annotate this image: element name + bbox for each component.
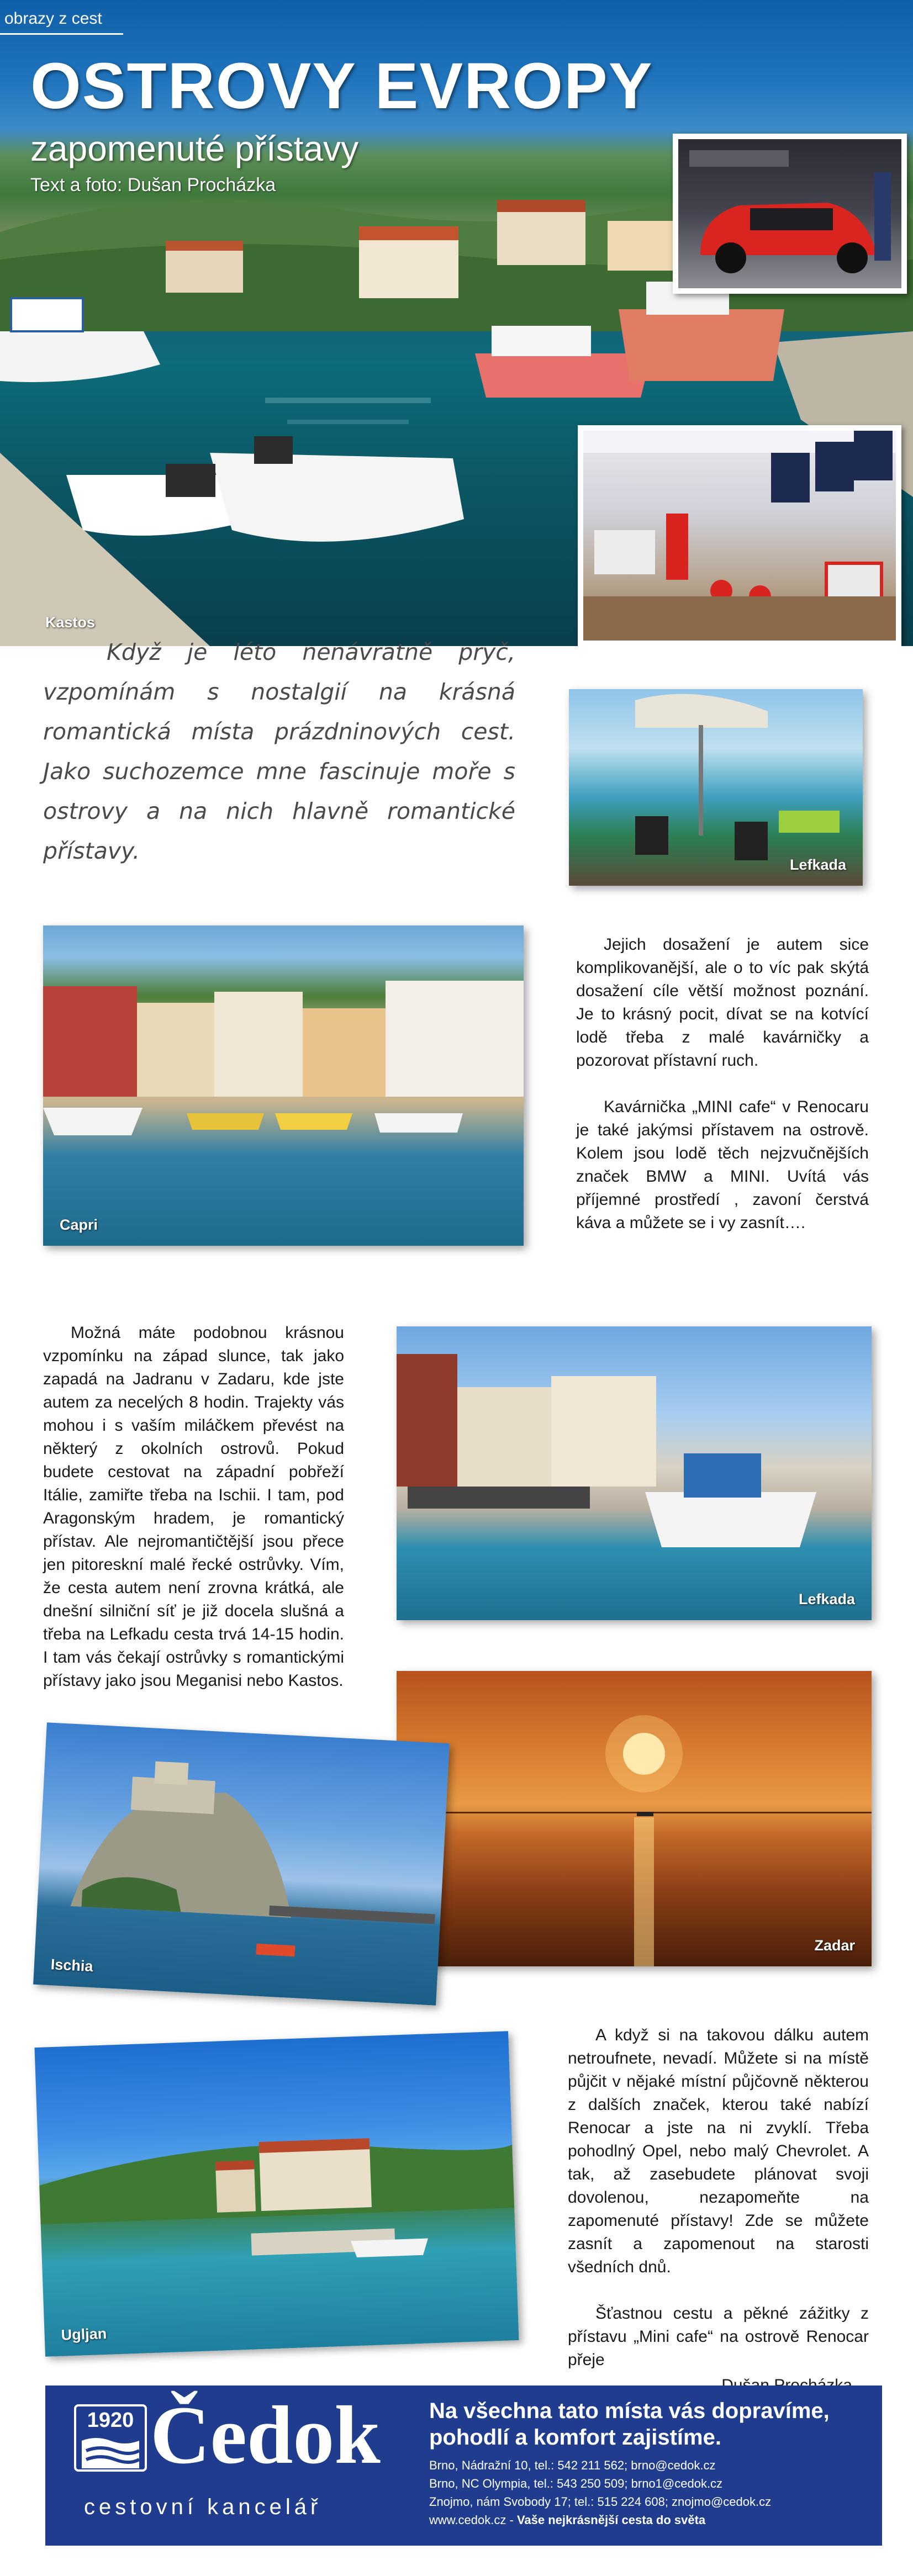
ugljan-village-illustration (34, 2031, 519, 2357)
contact-brno: Brno, Nádražní 10, tel.: 542 211 562; brno@cedok.cz (429, 2458, 716, 2472)
caption-kastos: Kastos (45, 614, 96, 631)
wave-icon (82, 2435, 139, 2468)
lefkada-harbor-illustration (397, 1326, 872, 1620)
contact-brno-olympia: Brno, NC Olympia, tel.: 543 250 509; brno1@cedok.cz (429, 2477, 723, 2490)
caption-ugljan: Ugljan (61, 2325, 107, 2344)
caption-ischia: Ischia (50, 1956, 94, 1975)
photo-lefkada-cafe (569, 689, 863, 886)
caption-lefkada-1: Lefkada (789, 856, 846, 873)
slogan: Vaše nejkrásnější cesta do světa (516, 2513, 706, 2527)
cafe-interior-illustration (583, 431, 896, 641)
intro-paragraph: Když je léto nenávratně pryč, vzpomínám s nostalgií na krásná romantická místa prázdninových cest. Jako suchozemce mne fascinuje moře s ostrovy a na nich hlavně romantické přístavy. (43, 639, 515, 864)
article-column-2 (43, 1321, 344, 1716)
contact-znojmo: Znojmo, nám Svobody 17; tel.: 515 224 608; znojmo@cedok.cz (429, 2495, 772, 2509)
photo-capri (43, 925, 524, 1246)
cedok-advert (45, 2385, 882, 2546)
contact-list (429, 2456, 871, 2529)
logo-year: 1920 (87, 2409, 134, 2432)
section-tag: obrazy z cest (0, 8, 123, 35)
cedok-logo-emblem (74, 2404, 147, 2472)
advert-headline: Na všechna tato místa vás dopravíme, pohodlí a komfort zajistíme. (429, 2399, 830, 2450)
page-subtitle: zapomenuté přístavy (30, 129, 359, 168)
intro-text (43, 632, 515, 871)
hero-photo-kastos (0, 0, 913, 646)
photo-ischia (33, 1722, 450, 2006)
zadar-sunset-illustration (397, 1671, 872, 1966)
logo-tagline: cestovní kancelář (84, 2495, 322, 2519)
website-link[interactable]: www.cedok.cz - (429, 2513, 517, 2527)
paragraph-access: Jejich dosažení je autem sice komplikovanější, ale o to víc pak skýtá dosažení cíle větší možnost poznání. Je to krásný pocit, dívat se na kotvící lodě třeba z malé kavárničky a pozorovat přístavní ruch. (576, 935, 869, 1070)
photo-lefkada-harbor (397, 1326, 872, 1620)
article-column-1 (576, 933, 869, 1258)
page-title: OSTROVY EVROPY (30, 50, 653, 123)
logo-wordmark: Čedok (150, 2389, 381, 2481)
photo-mini-car (673, 134, 907, 294)
ischia-castle-illustration (33, 1722, 450, 2006)
paragraph-sunset: Možná máte podobnou krásnou vzpomínku na západ slunce, tak jako zapadá na Jadranu v Zadaru, kde jste autem za necelých 8 hodin. Trajekty vás mohou i s vaším miláčkem převést na některý z okolních ostrovů. Pokud budete cestovat na západní pobřeží Itálie, zamiřte třeba na Ischii. I tam, pod Aragonským hradem, je romantický přístav. Ale nejromantičtější jsou přece jen pitoreskní malé řecké ostrůvky. Vím, že cesta autem není zrovna krátká, ale dnešní silniční síť je již docela slušná a třeba na Lefkadu cesta trvá 14-15 hodin. I tam vás čekají ostrůvky s romantickými přístavy jako jsou Meganisi nebo Kastos. (43, 1324, 344, 1690)
article-column-3 (568, 2024, 869, 2420)
photo-mini-cafe-interior (578, 425, 901, 646)
caption-capri: Capri (60, 1216, 98, 1233)
mini-car-illustration (678, 139, 901, 288)
paragraph-mini-cafe: Kavárnička „MINI cafe“ v Renocaru je také jakýmsi přístavem na ostrově. Kolem jsou lodě těch nejzvučnějších značek BMW a MINI. Uvítá vás příjemné prostředí , zavoní čerstvá káva a můžete se i vy zasnít…. (576, 1098, 869, 1232)
contact-web-line (429, 2511, 871, 2529)
paragraph-rental: A když si na takovou dálku autem netroufnete, nevadí. Můžete si na místě půjčit v nějaké místní půjčovně některou z dalších značek, kterou také nabízí Renocar a jste na ni zvyklí. Třeba pohodlný Opel, nebo malý Chevrolet. A tak, až zasebudete plánovat svoji dovolenou, nezapomeňte na zapomenuté přístavy! Zde se můžete zasnít a zapomenout na starosti všedních dnů. (568, 2026, 869, 2276)
caption-zadar: Zadar (814, 1937, 855, 1954)
author-credit: Text a foto: Dušan Procházka (30, 174, 276, 195)
caption-lefkada-2: Lefkada (798, 1591, 855, 1607)
photo-ugljan (34, 2031, 519, 2357)
capri-harbor-illustration (43, 925, 524, 1246)
photo-zadar-sunset (397, 1671, 872, 1966)
paragraph-farewell: Šťastnou cestu a pěkné zážitky z přístavu „Mini cafe“ na ostrově Renocar přeje (568, 2304, 869, 2369)
